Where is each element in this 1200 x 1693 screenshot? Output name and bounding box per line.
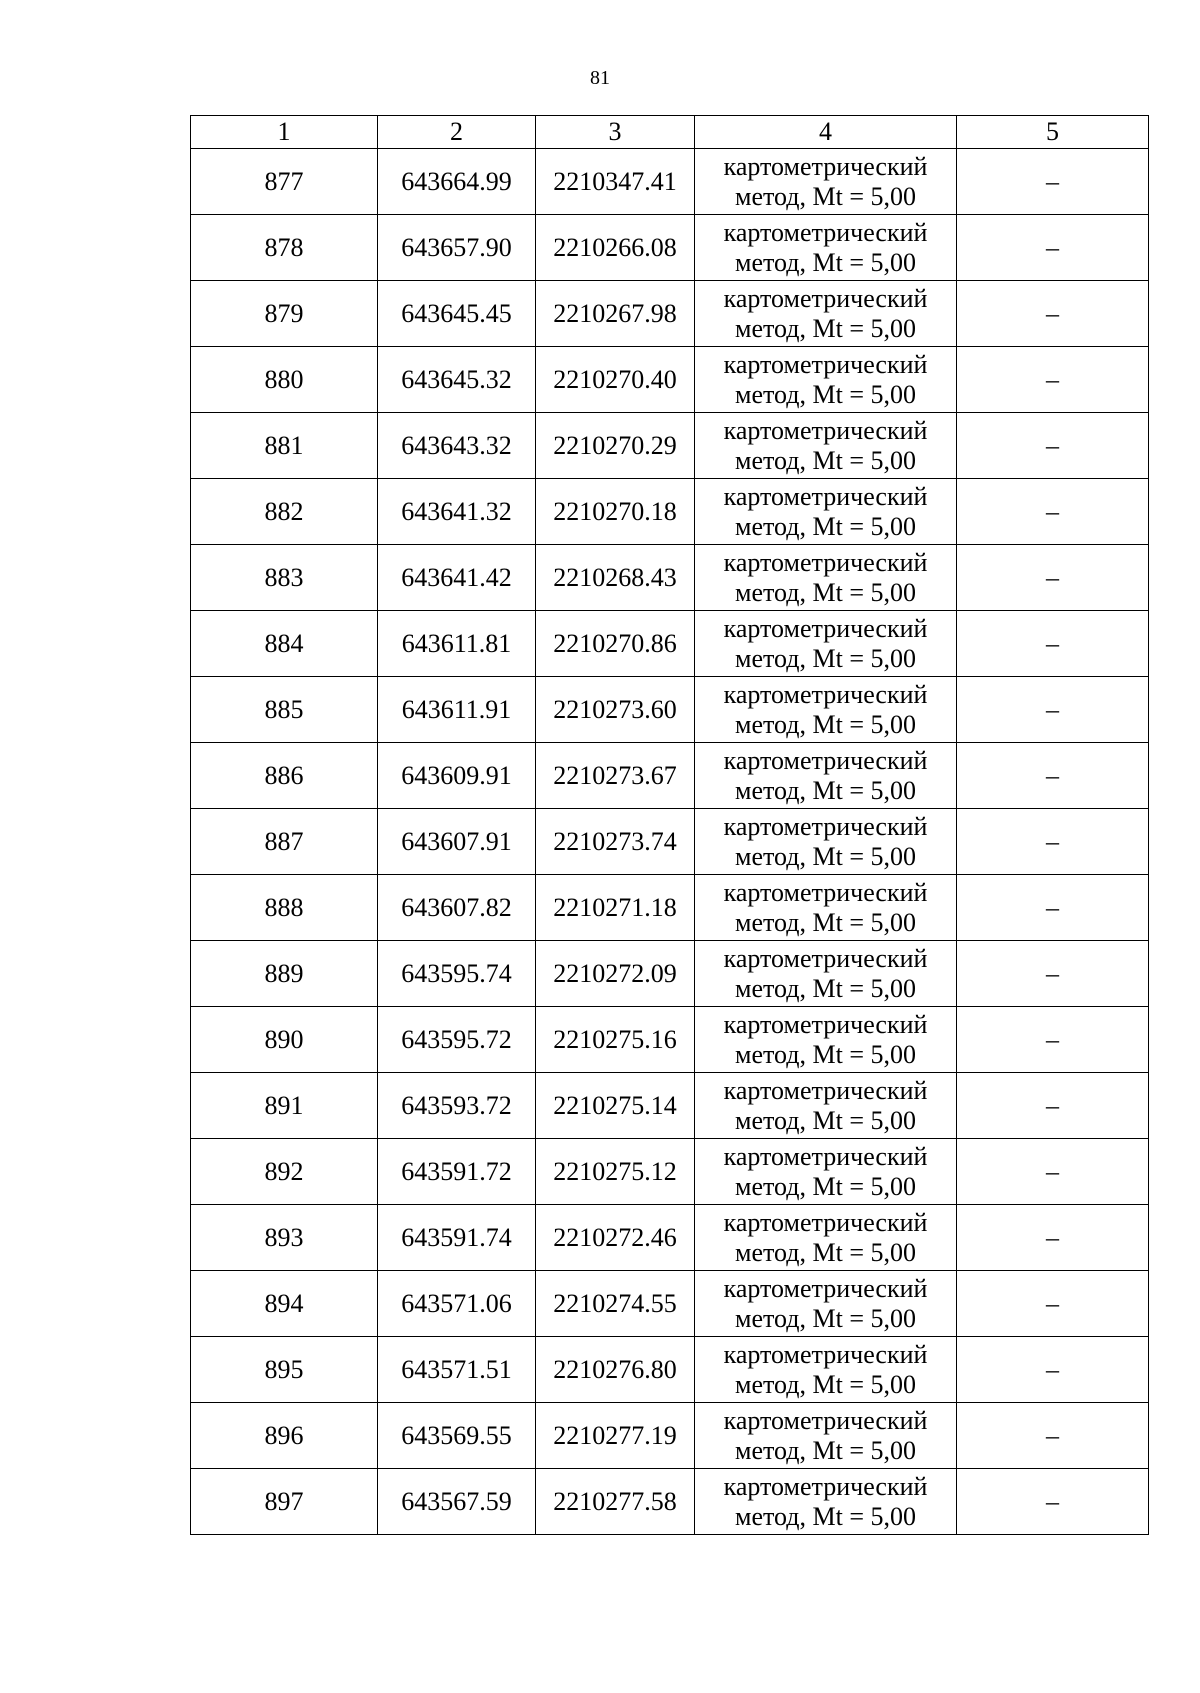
- method-cell: [695, 1007, 957, 1073]
- y-coordinate-cell: 2210273.60: [536, 677, 695, 743]
- table-row: [191, 545, 1149, 611]
- note-cell: –: [957, 809, 1149, 875]
- note-cell: –: [957, 413, 1149, 479]
- table-header: [191, 116, 1149, 149]
- method-cell: [695, 1337, 957, 1403]
- table-row: [191, 1205, 1149, 1271]
- method-line-1: картометрический: [723, 1207, 928, 1237]
- header-col-5: 5: [957, 116, 1149, 149]
- y-coordinate-cell: 2210276.80: [536, 1337, 695, 1403]
- table-row: [191, 1073, 1149, 1139]
- point-number-cell: 882: [191, 479, 378, 545]
- method-line-1: картометрический: [723, 613, 928, 643]
- x-coordinate-cell: 643641.32: [378, 479, 536, 545]
- point-number-cell: 883: [191, 545, 378, 611]
- note-cell: –: [957, 941, 1149, 1007]
- method-line-1: картометрический: [723, 877, 928, 907]
- x-coordinate-cell: 643641.42: [378, 545, 536, 611]
- method-cell: [695, 281, 957, 347]
- method-line-1: картометрический: [723, 547, 928, 577]
- note-cell: –: [957, 1139, 1149, 1205]
- y-coordinate-cell: 2210275.14: [536, 1073, 695, 1139]
- point-number-cell: 894: [191, 1271, 378, 1337]
- table-row: [191, 875, 1149, 941]
- note-cell: –: [957, 1007, 1149, 1073]
- point-number-cell: 880: [191, 347, 378, 413]
- table-row: [191, 611, 1149, 677]
- note-cell: –: [957, 281, 1149, 347]
- x-coordinate-cell: 643645.32: [378, 347, 536, 413]
- y-coordinate-cell: 2210270.29: [536, 413, 695, 479]
- x-coordinate-cell: 643571.06: [378, 1271, 536, 1337]
- method-cell: [695, 743, 957, 809]
- method-cell: [695, 1271, 957, 1337]
- method-cell: [695, 1469, 957, 1535]
- x-coordinate-cell: 643611.91: [378, 677, 536, 743]
- y-coordinate-cell: 2210270.18: [536, 479, 695, 545]
- table-body: [191, 149, 1149, 1535]
- x-coordinate-cell: 643657.90: [378, 215, 536, 281]
- point-number-cell: 895: [191, 1337, 378, 1403]
- point-number-cell: 884: [191, 611, 378, 677]
- table-row: [191, 1271, 1149, 1337]
- point-number-cell: 897: [191, 1469, 378, 1535]
- method-line-1: картометрический: [723, 679, 928, 709]
- x-coordinate-cell: 643643.32: [378, 413, 536, 479]
- point-number-cell: 887: [191, 809, 378, 875]
- method-line-2: метод, Mt = 5,00: [735, 1237, 916, 1267]
- method-cell: [695, 545, 957, 611]
- header-col-4: 4: [695, 116, 957, 149]
- method-cell: [695, 149, 957, 215]
- x-coordinate-cell: 643607.82: [378, 875, 536, 941]
- method-line-2: метод, Mt = 5,00: [735, 907, 916, 937]
- method-cell: [695, 1139, 957, 1205]
- method-line-1: картометрический: [723, 1405, 928, 1435]
- method-line-2: метод, Mt = 5,00: [735, 511, 916, 541]
- method-cell: [695, 1205, 957, 1271]
- method-line-1: картометрический: [723, 1471, 928, 1501]
- method-line-1: картометрический: [723, 1273, 928, 1303]
- method-cell: [695, 809, 957, 875]
- method-line-2: метод, Mt = 5,00: [735, 247, 916, 277]
- table-row: [191, 413, 1149, 479]
- x-coordinate-cell: 643611.81: [378, 611, 536, 677]
- note-cell: –: [957, 1271, 1149, 1337]
- note-cell: –: [957, 545, 1149, 611]
- header-col-1: 1: [191, 116, 378, 149]
- point-number-cell: 893: [191, 1205, 378, 1271]
- method-line-2: метод, Mt = 5,00: [735, 313, 916, 343]
- method-line-2: метод, Mt = 5,00: [735, 1369, 916, 1399]
- method-line-2: метод, Mt = 5,00: [735, 973, 916, 1003]
- method-line-1: картометрический: [723, 943, 928, 973]
- table-row: [191, 809, 1149, 875]
- table-row: [191, 1337, 1149, 1403]
- table-row: [191, 347, 1149, 413]
- method-cell: [695, 1073, 957, 1139]
- point-number-cell: 877: [191, 149, 378, 215]
- y-coordinate-cell: 2210272.09: [536, 941, 695, 1007]
- y-coordinate-cell: 2210275.16: [536, 1007, 695, 1073]
- y-coordinate-cell: 2210266.08: [536, 215, 695, 281]
- table-row: [191, 677, 1149, 743]
- method-line-2: метод, Mt = 5,00: [735, 181, 916, 211]
- method-line-1: картометрический: [723, 1075, 928, 1105]
- method-line-2: метод, Mt = 5,00: [735, 1435, 916, 1465]
- note-cell: –: [957, 743, 1149, 809]
- note-cell: –: [957, 611, 1149, 677]
- table-row: [191, 149, 1149, 215]
- note-cell: –: [957, 1403, 1149, 1469]
- y-coordinate-cell: 2210272.46: [536, 1205, 695, 1271]
- x-coordinate-cell: 643567.59: [378, 1469, 536, 1535]
- y-coordinate-cell: 2210268.43: [536, 545, 695, 611]
- method-line-2: метод, Mt = 5,00: [735, 709, 916, 739]
- method-line-2: метод, Mt = 5,00: [735, 445, 916, 475]
- table-row: [191, 941, 1149, 1007]
- point-number-cell: 889: [191, 941, 378, 1007]
- header-row: [191, 116, 1149, 149]
- y-coordinate-cell: 2210277.58: [536, 1469, 695, 1535]
- method-line-1: картометрический: [723, 349, 928, 379]
- method-line-2: метод, Mt = 5,00: [735, 643, 916, 673]
- note-cell: –: [957, 149, 1149, 215]
- point-number-cell: 888: [191, 875, 378, 941]
- y-coordinate-cell: 2210274.55: [536, 1271, 695, 1337]
- table-row: [191, 281, 1149, 347]
- y-coordinate-cell: 2210271.18: [536, 875, 695, 941]
- x-coordinate-cell: 643595.72: [378, 1007, 536, 1073]
- method-line-1: картометрический: [723, 415, 928, 445]
- method-line-2: метод, Mt = 5,00: [735, 577, 916, 607]
- method-line-2: метод, Mt = 5,00: [735, 1501, 916, 1531]
- point-number-cell: 878: [191, 215, 378, 281]
- method-cell: [695, 215, 957, 281]
- note-cell: –: [957, 677, 1149, 743]
- table-row: [191, 215, 1149, 281]
- method-line-2: метод, Mt = 5,00: [735, 775, 916, 805]
- table-row: [191, 1469, 1149, 1535]
- table-row: [191, 1139, 1149, 1205]
- method-line-1: картометрический: [723, 481, 928, 511]
- x-coordinate-cell: 643571.51: [378, 1337, 536, 1403]
- y-coordinate-cell: 2210270.86: [536, 611, 695, 677]
- method-cell: [695, 1403, 957, 1469]
- point-number-cell: 879: [191, 281, 378, 347]
- y-coordinate-cell: 2210277.19: [536, 1403, 695, 1469]
- point-number-cell: 892: [191, 1139, 378, 1205]
- table-row: [191, 743, 1149, 809]
- header-col-3: 3: [536, 116, 695, 149]
- method-cell: [695, 479, 957, 545]
- y-coordinate-cell: 2210267.98: [536, 281, 695, 347]
- method-line-1: картометрический: [723, 1339, 928, 1369]
- y-coordinate-cell: 2210347.41: [536, 149, 695, 215]
- x-coordinate-cell: 643591.72: [378, 1139, 536, 1205]
- y-coordinate-cell: 2210273.67: [536, 743, 695, 809]
- table-row: [191, 1007, 1149, 1073]
- note-cell: –: [957, 1469, 1149, 1535]
- x-coordinate-cell: 643664.99: [378, 149, 536, 215]
- method-line-1: картометрический: [723, 217, 928, 247]
- y-coordinate-cell: 2210275.12: [536, 1139, 695, 1205]
- point-number-cell: 885: [191, 677, 378, 743]
- method-cell: [695, 413, 957, 479]
- table-row: [191, 1403, 1149, 1469]
- point-number-cell: 881: [191, 413, 378, 479]
- method-cell: [695, 347, 957, 413]
- point-number-cell: 890: [191, 1007, 378, 1073]
- method-cell: [695, 875, 957, 941]
- note-cell: –: [957, 875, 1149, 941]
- note-cell: –: [957, 1073, 1149, 1139]
- method-line-1: картометрический: [723, 811, 928, 841]
- note-cell: –: [957, 347, 1149, 413]
- x-coordinate-cell: 643609.91: [378, 743, 536, 809]
- note-cell: –: [957, 215, 1149, 281]
- x-coordinate-cell: 643645.45: [378, 281, 536, 347]
- method-cell: [695, 611, 957, 677]
- method-line-2: метод, Mt = 5,00: [735, 841, 916, 871]
- x-coordinate-cell: 643607.91: [378, 809, 536, 875]
- note-cell: –: [957, 1205, 1149, 1271]
- y-coordinate-cell: 2210273.74: [536, 809, 695, 875]
- point-number-cell: 891: [191, 1073, 378, 1139]
- method-line-2: метод, Mt = 5,00: [735, 1039, 916, 1069]
- point-number-cell: 886: [191, 743, 378, 809]
- method-line-1: картометрический: [723, 1009, 928, 1039]
- method-line-2: метод, Mt = 5,00: [735, 1105, 916, 1135]
- page-number: 81: [590, 67, 610, 89]
- table-row: [191, 479, 1149, 545]
- x-coordinate-cell: 643591.74: [378, 1205, 536, 1271]
- method-line-1: картометрический: [723, 745, 928, 775]
- method-line-2: метод, Mt = 5,00: [735, 1171, 916, 1201]
- note-cell: –: [957, 1337, 1149, 1403]
- y-coordinate-cell: 2210270.40: [536, 347, 695, 413]
- coordinates-table: [190, 115, 1149, 1535]
- point-number-cell: 896: [191, 1403, 378, 1469]
- x-coordinate-cell: 643593.72: [378, 1073, 536, 1139]
- x-coordinate-cell: 643569.55: [378, 1403, 536, 1469]
- note-cell: –: [957, 479, 1149, 545]
- method-line-1: картометрический: [723, 283, 928, 313]
- method-line-2: метод, Mt = 5,00: [735, 379, 916, 409]
- method-cell: [695, 677, 957, 743]
- method-line-2: метод, Mt = 5,00: [735, 1303, 916, 1333]
- method-cell: [695, 941, 957, 1007]
- x-coordinate-cell: 643595.74: [378, 941, 536, 1007]
- method-line-1: картометрический: [723, 1141, 928, 1171]
- header-col-2: 2: [378, 116, 536, 149]
- method-line-1: картометрический: [723, 151, 928, 181]
